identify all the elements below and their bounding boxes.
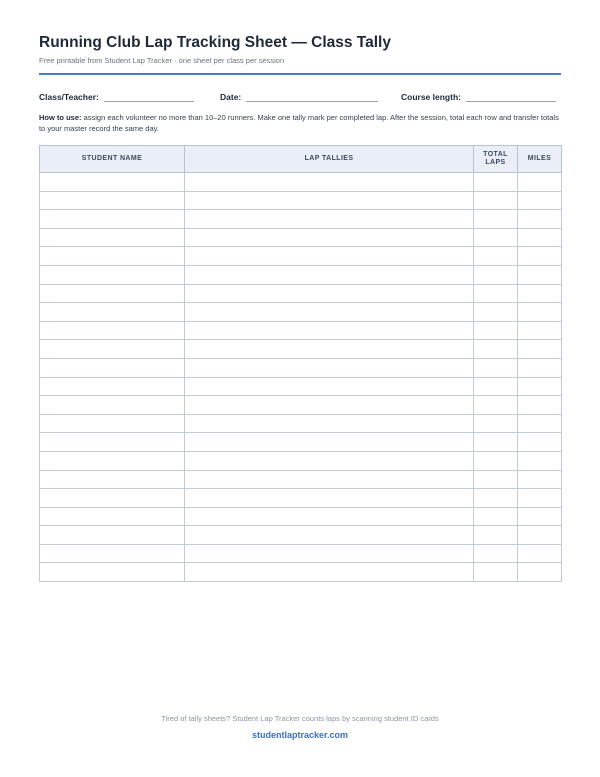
total-laps-cell[interactable] <box>474 526 518 545</box>
table-row <box>40 544 562 563</box>
lap-tallies-cell[interactable] <box>185 544 474 563</box>
lap-tallies-cell[interactable] <box>185 321 474 340</box>
table-row <box>40 247 562 266</box>
class-teacher-field[interactable] <box>39 92 194 102</box>
column-header-miles: MILES <box>518 146 562 173</box>
total-laps-cell[interactable] <box>474 284 518 303</box>
miles-cell[interactable] <box>518 377 562 396</box>
student-name-cell[interactable] <box>40 507 185 526</box>
miles-cell[interactable] <box>518 526 562 545</box>
page-title: Running Club Lap Tracking Sheet — Class Tally <box>39 34 391 51</box>
total-laps-cell[interactable] <box>474 377 518 396</box>
miles-cell[interactable] <box>518 173 562 192</box>
lap-tallies-cell[interactable] <box>185 210 474 229</box>
lap-tallies-cell[interactable] <box>185 433 474 452</box>
lap-tallies-cell[interactable] <box>185 377 474 396</box>
course-length-label: Course length: <box>401 92 461 102</box>
total-laps-cell[interactable] <box>474 358 518 377</box>
total-laps-cell[interactable] <box>474 396 518 415</box>
student-name-cell[interactable] <box>40 210 185 229</box>
table-row <box>40 265 562 284</box>
miles-cell[interactable] <box>518 396 562 415</box>
total-laps-label: TOTAL LAPS <box>483 150 508 166</box>
lap-tallies-cell[interactable] <box>185 414 474 433</box>
total-laps-cell[interactable] <box>474 433 518 452</box>
student-name-cell[interactable] <box>40 340 185 359</box>
miles-cell[interactable] <box>518 544 562 563</box>
lap-tallies-cell[interactable] <box>185 247 474 266</box>
table-row <box>40 414 562 433</box>
miles-cell[interactable] <box>518 451 562 470</box>
total-laps-cell[interactable] <box>474 451 518 470</box>
table-row <box>40 396 562 415</box>
student-name-cell[interactable] <box>40 396 185 415</box>
date-label: Date: <box>220 92 242 102</box>
lap-tallies-cell[interactable] <box>185 563 474 582</box>
form-fields <box>39 92 561 106</box>
table-row <box>40 228 562 247</box>
table-row <box>40 507 562 526</box>
student-name-cell[interactable] <box>40 526 185 545</box>
student-name-cell[interactable] <box>40 489 185 508</box>
miles-cell[interactable] <box>518 247 562 266</box>
total-laps-cell[interactable] <box>474 191 518 210</box>
total-laps-cell[interactable] <box>474 470 518 489</box>
total-laps-cell[interactable] <box>474 265 518 284</box>
student-name-cell[interactable] <box>40 265 185 284</box>
class-teacher-label: Class/Teacher: <box>39 92 99 102</box>
lap-tallies-cell[interactable] <box>185 265 474 284</box>
total-laps-cell[interactable] <box>474 544 518 563</box>
total-laps-cell[interactable] <box>474 321 518 340</box>
lap-tallies-cell[interactable] <box>185 507 474 526</box>
student-name-cell[interactable] <box>40 191 185 210</box>
lap-tallies-cell[interactable] <box>185 191 474 210</box>
lap-tallies-cell[interactable] <box>185 173 474 192</box>
table-row <box>40 284 562 303</box>
miles-cell[interactable] <box>518 489 562 508</box>
student-name-cell[interactable] <box>40 303 185 322</box>
table-row <box>40 470 562 489</box>
student-name-cell[interactable] <box>40 377 185 396</box>
lap-tallies-cell[interactable] <box>185 470 474 489</box>
student-name-cell[interactable] <box>40 173 185 192</box>
lap-tallies-cell[interactable] <box>185 451 474 470</box>
table-row <box>40 321 562 340</box>
lap-tallies-cell[interactable] <box>185 489 474 508</box>
footer-promo-text: Tired of tally sheets? Student Lap Tracker counts laps by scanning student ID cards <box>161 714 439 723</box>
table-row <box>40 173 562 192</box>
table-row <box>40 210 562 229</box>
class-teacher-line[interactable] <box>104 92 194 102</box>
instructions-lead: How to use: <box>39 113 82 122</box>
total-laps-cell[interactable] <box>474 563 518 582</box>
total-laps-cell[interactable] <box>474 489 518 508</box>
total-laps-cell[interactable] <box>474 210 518 229</box>
miles-cell[interactable] <box>518 470 562 489</box>
course-length-field[interactable] <box>401 92 556 102</box>
page-subtitle: Free printable from Student Lap Tracker · one sheet per class per session <box>39 56 285 65</box>
miles-cell[interactable] <box>518 358 562 377</box>
header-divider <box>39 73 561 75</box>
miles-cell[interactable] <box>518 340 562 359</box>
column-header-total-laps <box>474 146 518 173</box>
student-name-cell[interactable] <box>40 247 185 266</box>
lap-tallies-cell[interactable] <box>185 358 474 377</box>
student-name-cell[interactable] <box>40 451 185 470</box>
table-row <box>40 303 562 322</box>
table-row <box>40 563 562 582</box>
total-laps-cell[interactable] <box>474 303 518 322</box>
student-name-cell[interactable] <box>40 358 185 377</box>
student-name-cell[interactable] <box>40 228 185 247</box>
student-name-cell[interactable] <box>40 470 185 489</box>
miles-cell[interactable] <box>518 228 562 247</box>
table-row <box>40 358 562 377</box>
total-laps-cell[interactable] <box>474 173 518 192</box>
student-name-cell[interactable] <box>40 544 185 563</box>
miles-cell[interactable] <box>518 563 562 582</box>
date-line[interactable] <box>246 92 378 102</box>
miles-cell[interactable] <box>518 414 562 433</box>
table-header-row <box>40 146 562 173</box>
table-row <box>40 489 562 508</box>
course-length-line[interactable] <box>466 92 556 102</box>
student-name-cell[interactable] <box>40 563 185 582</box>
lap-tallies-cell[interactable] <box>185 228 474 247</box>
miles-cell[interactable] <box>518 191 562 210</box>
miles-cell[interactable] <box>518 303 562 322</box>
date-field[interactable] <box>220 92 378 102</box>
student-name-cell[interactable] <box>40 414 185 433</box>
total-laps-cell[interactable] <box>474 228 518 247</box>
lap-tallies-cell[interactable] <box>185 396 474 415</box>
instructions-text: assign each volunteer no more than 10–20 runners. Make one tally mark per completed lap. After the session, total each row and transfer totals to your master record the same day. <box>39 113 559 133</box>
column-header-lap-tallies: LAP TALLIES <box>185 146 474 173</box>
lap-tallies-cell[interactable] <box>185 303 474 322</box>
table-row <box>40 433 562 452</box>
student-name-cell[interactable] <box>40 433 185 452</box>
table-row <box>40 526 562 545</box>
lap-tallies-cell[interactable] <box>185 526 474 545</box>
total-laps-cell[interactable] <box>474 340 518 359</box>
miles-cell[interactable] <box>518 284 562 303</box>
lap-tallies-cell[interactable] <box>185 340 474 359</box>
miles-cell[interactable] <box>518 265 562 284</box>
miles-cell[interactable] <box>518 210 562 229</box>
column-header-student-name: STUDENT NAME <box>40 146 185 173</box>
table-row <box>40 451 562 470</box>
miles-cell[interactable] <box>518 433 562 452</box>
lap-tallies-cell[interactable] <box>185 284 474 303</box>
student-name-cell[interactable] <box>40 284 185 303</box>
miles-cell[interactable] <box>518 321 562 340</box>
table-row <box>40 377 562 396</box>
table-row <box>40 340 562 359</box>
table-row <box>40 191 562 210</box>
instructions <box>39 113 561 134</box>
total-laps-cell[interactable] <box>474 507 518 526</box>
footer-website-link[interactable]: studentlaptracker.com <box>251 730 349 740</box>
lap-tally-table <box>39 145 562 582</box>
miles-cell[interactable] <box>518 507 562 526</box>
total-laps-cell[interactable] <box>474 247 518 266</box>
total-laps-cell[interactable] <box>474 414 518 433</box>
student-name-cell[interactable] <box>40 321 185 340</box>
